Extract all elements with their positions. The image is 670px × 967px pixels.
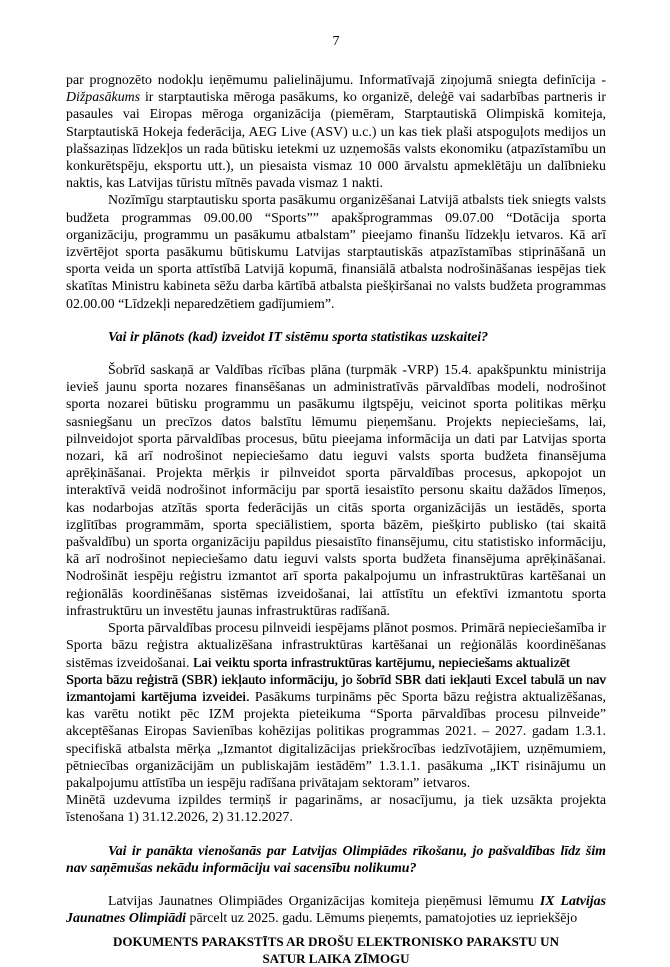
- signature-footer: [66, 933, 606, 967]
- question-it-system: [66, 329, 606, 346]
- text-run: Minētā uzdevuma izpildes termiņš ir pagarināms, ar nosacījumu, ja tiek uzsākta projekta īstenošana 1) 31.12.2026, 2) 31.12.2027.: [66, 793, 606, 826]
- para-state-support: [66, 192, 606, 312]
- paragraph-spacer: [66, 346, 606, 362]
- paragraph-spacer: [66, 827, 606, 843]
- signature-footer-line2: SATUR LAIKA ZĪMOGU: [262, 951, 410, 967]
- page-number: 7: [332, 34, 340, 49]
- text-run: Šobrīd saskaņā ar Valdības rīcības plāna (turpmāk -VRP) 15.4. apakšpunktu ministrija ievieš jaunu sporta nozares finansēšanas un administratīvās pārvaldības modeli, nodrošinot sporta nozarei būtisku programmu un pasākumu ilgtspēju, veicinot sporta politikas mērķu sasniegšanu un precīzos datos balstītu lēmumu pieņemšanu. Projekts nepieciešams, lai, pilnveidojot sporta pārvaldības procesus, būtu pieejama informācija un dati par Latvijas sporta nozari, kā arī nodrošinot nepieciešamo datu ieguvi valsts sporta budžeta finansējuma aprēķināšanai. Projekta mērķis ir pilnveidot sporta pārvaldības procesus, apkopojot un interaktīvā veidā nodrošinot informāciju par sportā iesaistīto personu skaitu dažādos līmeņos, kas nodarbojas atzītās sporta federācijās un citās sporta organizācijās un iestādēs, sporta izglītības programmām, sporta speciālistiem, sporta bāzēm, piešķirto publisko (tai skaitā pašvaldību) un sporta organizāciju papildus piesaistīto finansējumu, citu statistisko informāciju, kā arī nodrošinot nepieciešamo datu ieguvi valsts sporta budžeta finansējuma aprēķināšanai. Nodrošināt iespēju reģistru izmantot arī sporta pakalpojumu un infrastruktūras kartēšanai un reģionālās koordinēšanas sistēmas izveidošanai, lai attīstītu un efektīvi izmantotu sporta infrastruktūru un investētu jaunas infrastruktūras radīšanā.: [66, 363, 606, 619]
- text-run: IX Latvijas Jaunatnes Olimpiādi: [66, 893, 606, 927]
- signature-footer-line1: DOKUMENTS PARAKSTĪTS AR DROŠU ELEKTRONISKO PARAKSTU UN: [113, 934, 559, 950]
- text-run: par prognozēto nodokļu ieņēmumu palielinājumu. Informatīvajā ziņojumā sniegta definīcija -: [66, 73, 606, 88]
- document-body: [66, 72, 606, 927]
- text-run: Vai ir panākta vienošanās par Latvijas Olimpiādes rīkošanu, jo pašvaldības līdz šim nav saņēmušas nekādu informāciju vai sacensību nolikumu?: [66, 843, 606, 876]
- text-run: Sporta bāzu reģistrā (SBR) iekļauto informāciju, jo šobrīd SBR dati iekļauti Excel tabulā un nav izmantojami kartējuma izveidei.: [66, 672, 606, 705]
- text-run: Nozīmīgu starptautisku sporta pasākumu organizēšanai Latvijā atbalsts tiek sniegts valsts budžeta programmas 09.00.00 “Sports”” apakšprogrammas 09.07.00 “Dotācija sporta organizāciju, programmu un pasākumu atbalstam” pieejamo finanšu līdzekļu ietvaros. Kā arī izvērtējot sporta pasākumu būtiskumu Latvijas starptautiskās atpazīstamības stiprināšanā un sporta veida un sporta attīstībā Latvijā kopumā, finansiālā atbalsta nodrošināšanas iespējas tiek skatītas Ministru kabineta sēžu darba kārtībā atbalsta piešķiršanai no valsts budžeta programmas 02.00.00 “Līdzekļi neparedzētiem gadījumiem”.: [66, 193, 606, 312]
- para-vrp-project: [66, 362, 606, 620]
- para-deadline: [66, 792, 606, 826]
- text-run: Vai ir plānots (kad) izveidot IT sistēmu sporta statistikas uzskaitei?: [108, 329, 489, 345]
- para-intro-continuation: [66, 72, 606, 192]
- text-run: Dižpasākums: [66, 90, 141, 106]
- question-olympiad: [66, 843, 606, 877]
- text-run: Latvijas Jaunatnes Olimpiādes Organizācijas komiteja pieņēmusi lēmumu: [108, 893, 540, 909]
- text-run: Lai veiktu sporta infrastruktūras kartējumu, nepieciešams aktualizēt: [192, 655, 570, 671]
- paragraph-spacer: [66, 313, 606, 329]
- text-run: ir starptautiska mēroga pasākums, ko organizē, deleģē vai sadarbības partneris ir pasaules vai Eiropas mēroga organizācija (piemēram, Starptautiskā Olimpiskā komiteja, Starptautiskā Hokeja federācija, AEG Live (ASV) u.c.) un kas tiek plaši atspoguļots medijos un plašsaziņas līdzekļos un rada būtisku ietekmi uz uzņemošās valsts ekonomiku (atpazīstamību un konkurētspēju, eksportu utt.), un piesaista vismaz 10 000 ārvalstu apmeklētāju un dalībnieku naktis, kas Latvijas tūristu mītnēs pavada vismaz 1 nakti.: [66, 90, 606, 192]
- paragraph-spacer: [66, 877, 606, 893]
- text-run: Pasākums turpināms pēc Sporta bāzu reģistra aktualizēšanas, kas varētu notikt pēc IZM projekta pieteikuma “Sporta pārvaldības procesu pilnveide” akceptēšanas Eiropas Savienības kohēzijas politikas programmas 2021. – 2027. gadam 1.3.1. specifiskā atbalsta mērķa „Izmantot digitalizācijas priekšrocības iedzīvotājiem, uzņēmumiem, pētniecības organizācijām un publiskajām iestādēm” 1.3.1.1. pasākuma „IKT risinājumu un pakalpojumu attīstība un iespēju radīšana privātajam sektoram” ietvaros.: [66, 689, 606, 791]
- text-run: pārcelt uz 2025. gadu. Lēmums pieņemts, pamatojoties uz iepriekšējo: [186, 911, 578, 927]
- para-olympiad-decision: [66, 893, 606, 927]
- text-run: Sporta pārvaldības procesu pilnveidi iespējams plānot posmos. Primārā nepieciešamība ir Sporta bāzu reģistra aktualizēšana infrastruktūras kartēšanai un reģionālās koordinēšanas sistēmas izveidošanai.: [66, 621, 606, 671]
- para-sbr-phases: [66, 620, 606, 792]
